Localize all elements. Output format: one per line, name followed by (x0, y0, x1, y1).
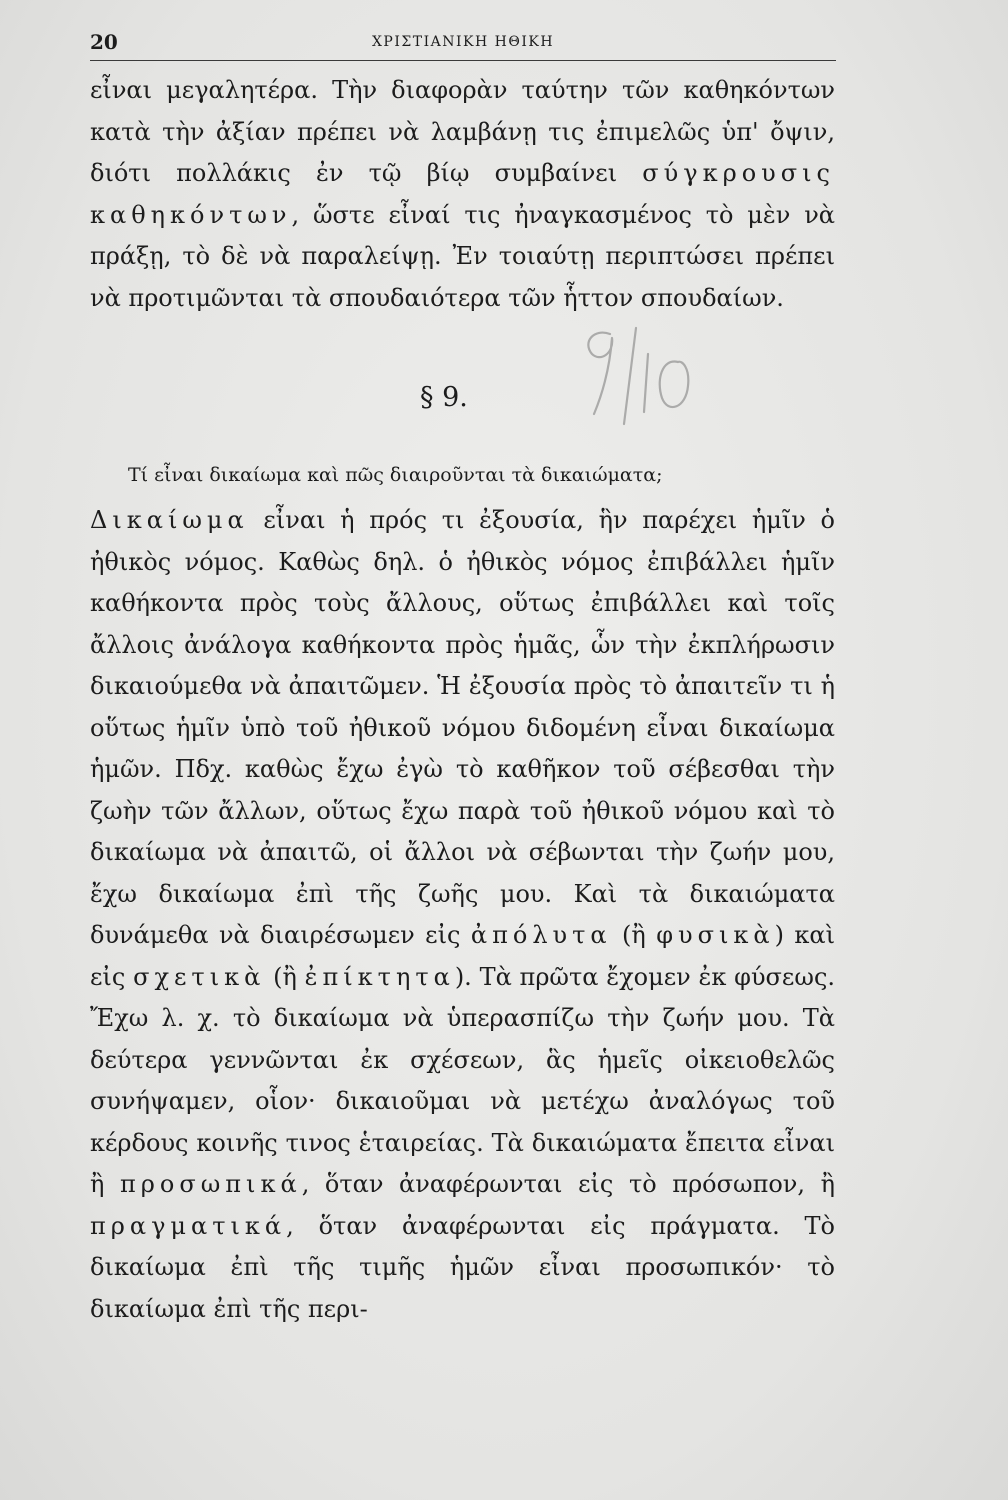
emphasized-term: σχετικὰ (133, 962, 266, 991)
emphasized-term: Δικαίωμα (90, 506, 249, 534)
text-run: (ἢ (265, 962, 305, 991)
running-title: ΧΡΙΣΤΙΑΝΙΚΗ ΗΘΙΚΗ (371, 34, 555, 50)
emphasized-term: πραγματικά (90, 1211, 287, 1240)
emphasized-term: προσωπικά (120, 1170, 302, 1198)
header-rule (90, 60, 836, 61)
section-heading: § 9. (420, 382, 468, 413)
emphasized-term: σύγκρουσις καθηκόντων (90, 159, 835, 229)
text-run: , ὥστε εἶναί τις ἠναγκασμένος τὸ μὲν νὰ πράξῃ, τὸ δὲ νὰ παραλείψῃ. Ἐν τοιαύτῃ περιπτώσει πρέπει νὰ προτιμῶνται τὰ σπουδαιότερα τῶν ἧττον σπουδαίων. (90, 200, 835, 312)
text-run: ) καὶ εἰς (90, 921, 836, 991)
text-run: εἶναι ἡ πρός τι ἐξουσία, ἣν παρέχει ἡμῖν ὁ ἠθικὸς νόμος. Καθὼς δηλ. ὁ ἠθικὸς νόμος ἐπιβάλλει ἡμῖν καθήκοντα πρὸς τοὺς ἄλλους, οὕτως ἐπιβάλλει καὶ τοῖς ἄλλοις ἀνάλογα καθήκοντα πρὸς ἡμᾶς, ὧν τὴν ἐκπλήρωσιν δικαιούμεθα νὰ ἀπαιτῶμεν. Ἡ ἐξουσία πρὸς τὸ ἀπαιτεῖν τι ἡ οὕτως ἡμῖν ὑπὸ τοῦ ἠθικοῦ νόμου διδομένη εἶναι δικαίωμα ἡμῶν. Πδχ. καθὼς ἔχω ἐγὼ τὸ καθῆκον τοῦ σέβεσθαι τὴν ζωὴν τῶν ἄλλων, οὕτως ἔχω παρὰ τοῦ ἠθικοῦ νόμου καὶ τὸ δικαίωμα νὰ ἀπαιτῶ, οἱ ἄλλοι νὰ σέβωνται τὴν ζωήν μου, ἔχω δικαίωμα ἐπὶ τῆς ζωῆς μου. Καὶ τὰ δικαιώματα δυνάμεθα νὰ διαιρέσωμεν εἰς (90, 506, 835, 949)
paragraph-definition (90, 500, 835, 1330)
paragraph-continuation (90, 70, 835, 319)
text-run: , ὅταν ἀναφέρωνται εἰς πράγματα. Τὸ δικαίωμα ἐπὶ τῆς τιμῆς ἡμῶν εἶναι προσωπικόν· τὸ δικαίωμα ἐπὶ τῆς περι- (90, 1211, 835, 1323)
emphasized-term: ἐπίκτητα (304, 962, 455, 991)
text-run: ). Τὰ πρῶτα ἔχομεν ἐκ φύσεως. Ἔχω λ. χ. τὸ δικαίωμα νὰ ὑπερασπίζω τὴν ζωήν μου. Τὰ δεύτερα γεννῶνται ἐκ σχέσεων, ἃς ἡμεῖς οἰκειοθελῶς συνήψαμεν, οἷον· δικαιοῦμαι νὰ μετέχω ἀναλόγως τοῦ κέρδους κοινῆς τινος ἑταιρείας. Τὰ δικαιώματα ἔπειτα εἶναι ἢ (90, 962, 836, 1198)
running-header (90, 30, 836, 60)
text-run: (ἢ (611, 921, 657, 949)
emphasized-term: φυσικὰ (656, 921, 775, 949)
section-question: Τί εἶναι δικαίωμα καὶ πῶς διαιροῦνται τὰ δικαιώματα; (128, 464, 663, 486)
text-run: , ὅταν ἀναφέρωνται εἰς τὸ πρόσωπον, ἢ (301, 1170, 836, 1198)
text-run: εἶναι μεγαλητέρα. Τὴν διαφορὰν ταύτην τῶν καθηκόντων κατὰ τὴν ἀξίαν πρέπει νὰ λαμβάνῃ τις ἐπιμελῶς ὑπ' ὄψιν, διότι πολλάκις ἐν τῷ βίῳ συμβαίνει (90, 76, 835, 187)
emphasized-term: ἀπόλυτα (470, 921, 612, 949)
handwritten-annotation (560, 320, 700, 430)
page-number: 20 (90, 30, 118, 54)
